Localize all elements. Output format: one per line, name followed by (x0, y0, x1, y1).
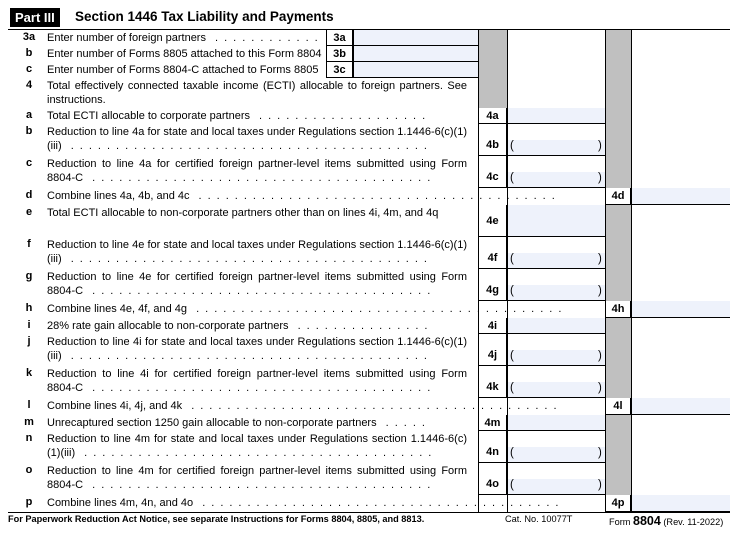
line-description (47, 125, 467, 153)
line-description (47, 270, 467, 298)
line-text: Unrecaptured section 1250 gain allocable to non-corporate partners (47, 417, 377, 429)
line-label-3b: 3b (326, 46, 353, 62)
line-label-4o: 4o (478, 463, 507, 495)
open-paren: ( (510, 285, 514, 297)
line-description (47, 47, 322, 61)
line-text: Combine lines 4m, 4n, and 4o (47, 497, 194, 509)
line-description (47, 189, 561, 203)
line-description (47, 157, 467, 185)
amount-input-4o[interactable] (508, 479, 605, 495)
open-paren: ( (510, 253, 514, 265)
paperwork-notice: For Paperwork Reduction Act Notice, see separate Instructions for Forms 8804, 8805, and 8813. (8, 514, 425, 524)
line-label-4e: 4e (478, 205, 507, 237)
col-rule (507, 30, 508, 512)
line-text: Total effectively connected taxable income (ECTI) allocable to foreign partners. See instructions. (47, 80, 467, 106)
line-description (47, 416, 431, 430)
line-letter: i (27, 319, 31, 331)
line-letter: a (25, 109, 33, 121)
line-letter: c (25, 157, 33, 169)
leader-dots: ...................................... (83, 479, 437, 491)
form-line (8, 495, 730, 512)
part-header (8, 6, 730, 30)
line-text: Reduction to line 4m for state and local taxes under Regulations section 1.1446-6(c)(1)(iii) (47, 433, 467, 459)
line-letter: n (25, 432, 33, 444)
part-label: Part III (10, 8, 60, 27)
amount-input-4p[interactable] (632, 495, 730, 512)
line-letter: b (25, 47, 33, 59)
line-text: Reduction to line 4e for state and local taxes under Regulations section 1.1446-6(c)(1)(iii) (47, 239, 467, 265)
amount-input-4k[interactable] (508, 382, 605, 398)
line-label-4a: 4a (478, 108, 507, 124)
leader-dots: ............... (288, 320, 434, 332)
amount-input-4g[interactable] (508, 285, 605, 301)
leader-dots: ......................................... (187, 303, 568, 315)
form-line (8, 301, 730, 318)
amount-input-4i[interactable] (508, 318, 605, 334)
line-description (47, 302, 567, 316)
line-label-4i: 4i (478, 318, 507, 334)
line-label-4f: 4f (478, 237, 507, 269)
line-text: Enter number of Forms 8804-C attached to Forms 8805 (47, 64, 319, 76)
line-description (47, 335, 467, 363)
line-text: 28% rate gain allocable to non-corporate partners (47, 320, 289, 332)
line-letter: d (25, 189, 33, 201)
line-text: Enter number of Forms 8805 attached to this Form 8804 (47, 48, 322, 60)
amount-input-4h[interactable] (632, 301, 730, 318)
col-rule (353, 30, 354, 78)
line-letter: c (25, 63, 33, 75)
form-prefix: Form (609, 517, 631, 527)
form-line (8, 62, 730, 78)
open-paren: ( (510, 140, 514, 152)
line-letter: 4 (25, 79, 33, 91)
leader-dots: ........................................ (61, 140, 433, 152)
line-description (47, 63, 318, 77)
line-text: Combine lines 4i, 4j, and 4k (47, 400, 183, 412)
line-description (47, 109, 431, 123)
form-line (8, 156, 730, 188)
line-label-3a: 3a (326, 30, 353, 46)
amount-input-4j[interactable] (508, 350, 605, 366)
line-text: Enter number of foreign partners (47, 32, 206, 44)
line-label-4d: 4d (605, 188, 631, 205)
amount-input-4d[interactable] (632, 188, 730, 205)
form-revision: (Rev. 11-2022) (663, 517, 724, 527)
form-number: 8804 (633, 514, 661, 528)
line-label-4n: 4n (478, 431, 507, 463)
line-letter: g (25, 270, 33, 282)
amount-input-4f[interactable] (508, 253, 605, 269)
form-line (8, 463, 730, 495)
amount-input-4l[interactable] (632, 398, 730, 415)
open-paren: ( (510, 172, 514, 184)
leader-dots: ........................................ (61, 253, 433, 265)
line-text: Reduction to line 4a for state and local taxes under Regulations section 1.1446-6(c)(1)(iii) (47, 126, 467, 152)
close-paren: ) (598, 382, 602, 394)
line-letter: k (25, 367, 33, 379)
catalog-number: Cat. No. 10077T (505, 514, 573, 524)
form-line (8, 46, 730, 62)
close-paren: ) (598, 172, 602, 184)
line-label-4m: 4m (478, 415, 507, 431)
leader-dots: ........................................ (193, 497, 565, 509)
amount-input-4m[interactable] (508, 415, 605, 431)
form-line (8, 334, 730, 366)
line-description (47, 238, 467, 266)
line-label-4g: 4g (478, 269, 507, 301)
line-label-4c: 4c (478, 156, 507, 188)
close-paren: ) (598, 350, 602, 362)
line-text: Total ECTI allocable to non-corporate partners other than on lines 4i, 4m, and 4q (47, 207, 439, 219)
leader-dots: ......................................... (182, 400, 563, 412)
line-text: Reduction to line 4a for certified foreign partner-level items submitted using Form 8804-C (47, 158, 467, 184)
line-label-4k: 4k (478, 366, 507, 398)
amount-input-4a[interactable] (508, 108, 605, 124)
line-letter: p (25, 496, 33, 508)
form-line (8, 398, 730, 415)
open-paren: ( (510, 447, 514, 459)
form-line (8, 205, 730, 237)
col-rule (605, 30, 606, 512)
leader-dots: ...................................... (83, 382, 437, 394)
line-label-4b: 4b (478, 124, 507, 156)
amount-input-3c[interactable] (354, 62, 478, 78)
line-description (47, 319, 433, 333)
leader-dots: ................... (250, 110, 432, 122)
close-paren: ) (598, 253, 602, 265)
leader-dots: ...................................... (83, 285, 437, 297)
line-letter: 3a (22, 31, 36, 43)
line-letter: l (27, 399, 31, 411)
leader-dots: ...................................... (83, 172, 437, 184)
amount-input-3b[interactable] (354, 46, 478, 62)
form-line (8, 415, 730, 431)
line-label-4j: 4j (478, 334, 507, 366)
line-text: Combine lines 4e, 4f, and 4g (47, 303, 188, 315)
form-line (8, 366, 730, 398)
amount-input-4n[interactable] (508, 447, 605, 463)
line-label-4p: 4p (605, 495, 631, 512)
open-paren: ( (510, 350, 514, 362)
line-description (47, 206, 467, 220)
form-line (8, 269, 730, 301)
col-rule (478, 30, 479, 512)
line-text: Reduction to line 4i for certified foreign partner-level items submitted using Form 8804-C (47, 368, 467, 394)
line-description (47, 432, 467, 460)
form-line (8, 30, 730, 46)
line-description (47, 367, 467, 395)
close-paren: ) (598, 479, 602, 491)
line-letter: j (27, 335, 31, 347)
form-line (8, 78, 730, 108)
line-description (47, 496, 564, 510)
form-line (8, 124, 730, 156)
form-body (8, 30, 730, 513)
line-description (47, 31, 324, 45)
line-description (47, 464, 467, 492)
line-letter: m (24, 416, 34, 428)
amount-input-4e[interactable] (508, 205, 605, 237)
form-line (8, 188, 730, 205)
line-label-3c: 3c (326, 62, 353, 78)
line-letter: h (25, 302, 33, 314)
line-text: Reduction to line 4e for certified foreign partner-level items submitted using Form 8804-C (47, 271, 467, 297)
line-letter: o (25, 464, 33, 476)
line-description (47, 399, 563, 413)
amount-input-3a[interactable] (354, 30, 478, 46)
form-line (8, 431, 730, 463)
line-letter: f (27, 238, 31, 250)
leader-dots: ..... (376, 417, 431, 429)
line-text: Combine lines 4a, 4b, and 4c (47, 190, 190, 202)
line-letter: b (25, 125, 33, 137)
part-title: Section 1446 Tax Liability and Payments (75, 9, 334, 24)
leader-dots: ........................................ (189, 190, 561, 202)
close-paren: ) (598, 285, 602, 297)
line-description (47, 79, 467, 107)
open-paren: ( (510, 382, 514, 394)
form-line (8, 318, 730, 334)
amount-input-4b[interactable] (508, 140, 605, 156)
line-text: Reduction to line 4m for certified foreign partner-level items submitted using Form 8804-C (47, 465, 467, 491)
open-paren: ( (510, 479, 514, 491)
close-paren: ) (598, 447, 602, 459)
line-label-4h: 4h (605, 301, 631, 318)
form-id (609, 514, 723, 528)
leader-dots: ............ (205, 32, 324, 44)
form-line (8, 108, 730, 124)
leader-dots: ........................................ (61, 350, 433, 362)
line-label-4l: 4l (605, 398, 631, 415)
line-letter: e (25, 206, 33, 218)
line-text: Reduction to line 4i for state and local taxes under Regulations section 1.1446-6(c)(1)(iii) (47, 336, 467, 362)
form-line (8, 237, 730, 269)
leader-dots: ....................................... (75, 447, 438, 459)
close-paren: ) (598, 140, 602, 152)
amount-input-4c[interactable] (508, 172, 605, 188)
line-text: Total ECTI allocable to corporate partners (47, 110, 250, 122)
col-rule (631, 30, 632, 512)
